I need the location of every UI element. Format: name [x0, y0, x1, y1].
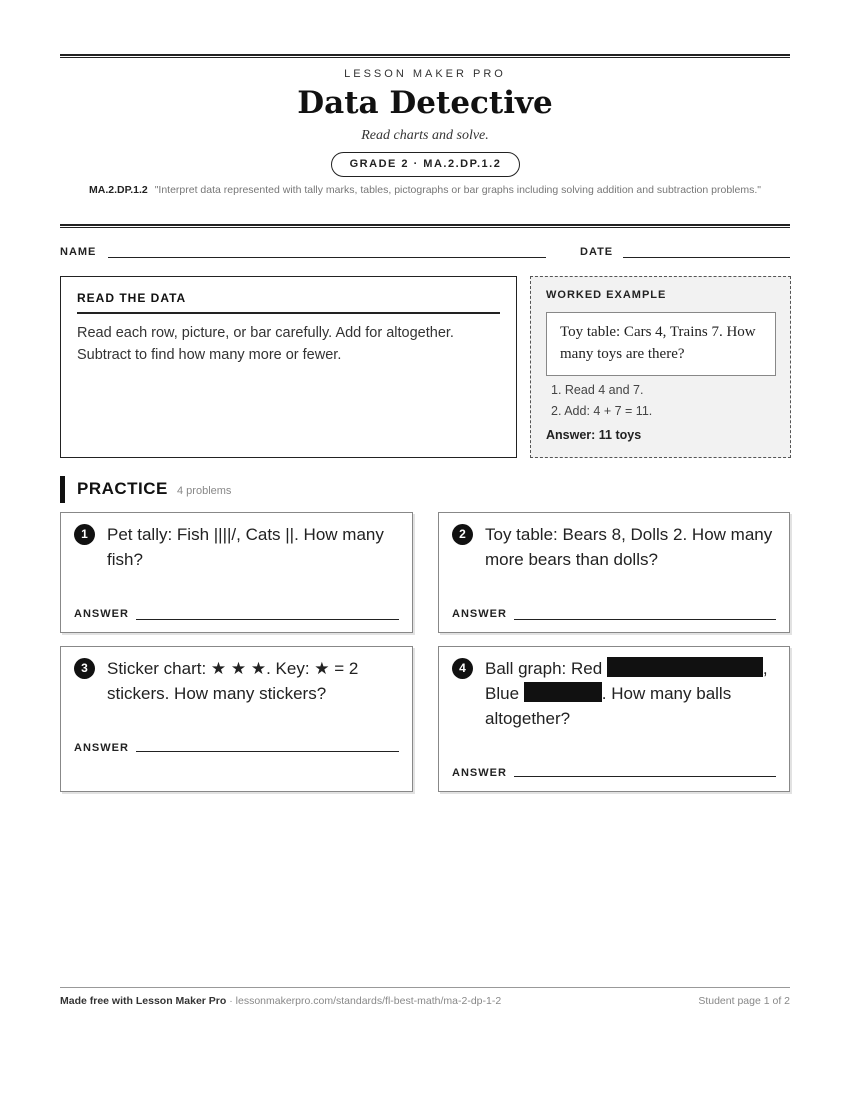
problem-question: Toy table: Bears 8, Dolls 2. How many more bears than dolls? [485, 525, 773, 569]
problem-card-1 [60, 512, 413, 633]
problem-card-2 [438, 512, 790, 633]
page-subtitle: Read charts and solve. [361, 128, 489, 143]
worked-example-heading: WORKED EXAMPLE [546, 289, 667, 301]
read-the-data-heading: READ THE DATA [77, 291, 187, 305]
practice-heading: PRACTICE [77, 479, 168, 498]
blue-bar [524, 682, 602, 702]
problem-number: 4 [452, 658, 473, 679]
problem-number: 2 [452, 524, 473, 545]
standard-code: MA.2.DP.1.2 [89, 184, 148, 196]
answer-field[interactable] [514, 619, 776, 620]
answer-label: ANSWER [452, 608, 507, 620]
name-label: NAME [60, 246, 97, 258]
question-text: , [762, 659, 768, 678]
problem-question [485, 656, 777, 731]
question-text: Ball graph: Red [485, 659, 603, 678]
practice-count: 4 problems [177, 485, 232, 497]
read-the-data-box [60, 276, 517, 458]
answer-label: ANSWER [452, 767, 507, 779]
date-field[interactable] [623, 257, 790, 258]
standard-description [80, 182, 770, 198]
problem-question: Sticker chart: ★ ★ ★. Key: ★ = 2 stickers. How many stickers? [107, 659, 359, 703]
footer-made-with: Made free with Lesson Maker Pro [60, 995, 227, 1007]
practice-accent-bar [60, 476, 65, 503]
question-text: . How many balls altogether? [485, 684, 732, 728]
name-field[interactable] [108, 257, 546, 258]
answer-label: ANSWER [74, 742, 129, 754]
brand-name: LESSON MAKER PRO [344, 68, 506, 80]
red-bar [607, 657, 763, 677]
problem-card-3 [60, 646, 413, 792]
problem-question: Pet tally: Fish ||||/, Cats ||. How many fish? [107, 525, 384, 569]
answer-label: ANSWER [74, 608, 129, 620]
standard-text: "Interpret data represented with tally marks, tables, pictographs or bar graphs including solving addition and subtraction problems." [154, 184, 761, 196]
problem-number: 3 [74, 658, 95, 679]
answer-field[interactable] [136, 619, 399, 620]
header-top-rule [60, 54, 790, 58]
footer-page-number: Student page 1 of 2 [698, 995, 790, 1007]
footer-url[interactable]: · lessonmakerpro.com/standards/fl-best-math/ma-2-dp-1-2 [229, 995, 502, 1007]
read-the-data-divider [77, 312, 500, 314]
worked-example-answer: Answer: 11 toys [546, 428, 642, 442]
answer-field[interactable] [514, 776, 776, 777]
question-text: Blue [485, 684, 520, 703]
worked-example-step: 1. Read 4 and 7. [551, 383, 644, 397]
worked-example-question: Toy table: Cars 4, Trains 7. How many toys are there? [546, 312, 776, 376]
footer-rule [60, 987, 790, 988]
worked-example-steps [551, 380, 652, 422]
footer-credit [60, 995, 501, 1007]
problem-number: 1 [74, 524, 95, 545]
worked-example-step: 2. Add: 4 + 7 = 11. [551, 404, 653, 418]
read-the-data-body: Read each row, picture, or bar carefully. Add for altogether. Subtract to find how many more or fewer. [77, 325, 454, 363]
header-bottom-rule [60, 224, 790, 228]
worked-example-box [530, 276, 791, 458]
page-title: Data Detective [297, 85, 553, 121]
problem-card-4 [438, 646, 790, 792]
grade-badge: GRADE 2 · MA.2.DP.1.2 [331, 152, 520, 177]
date-label: DATE [580, 246, 614, 258]
answer-field[interactable] [136, 751, 399, 752]
